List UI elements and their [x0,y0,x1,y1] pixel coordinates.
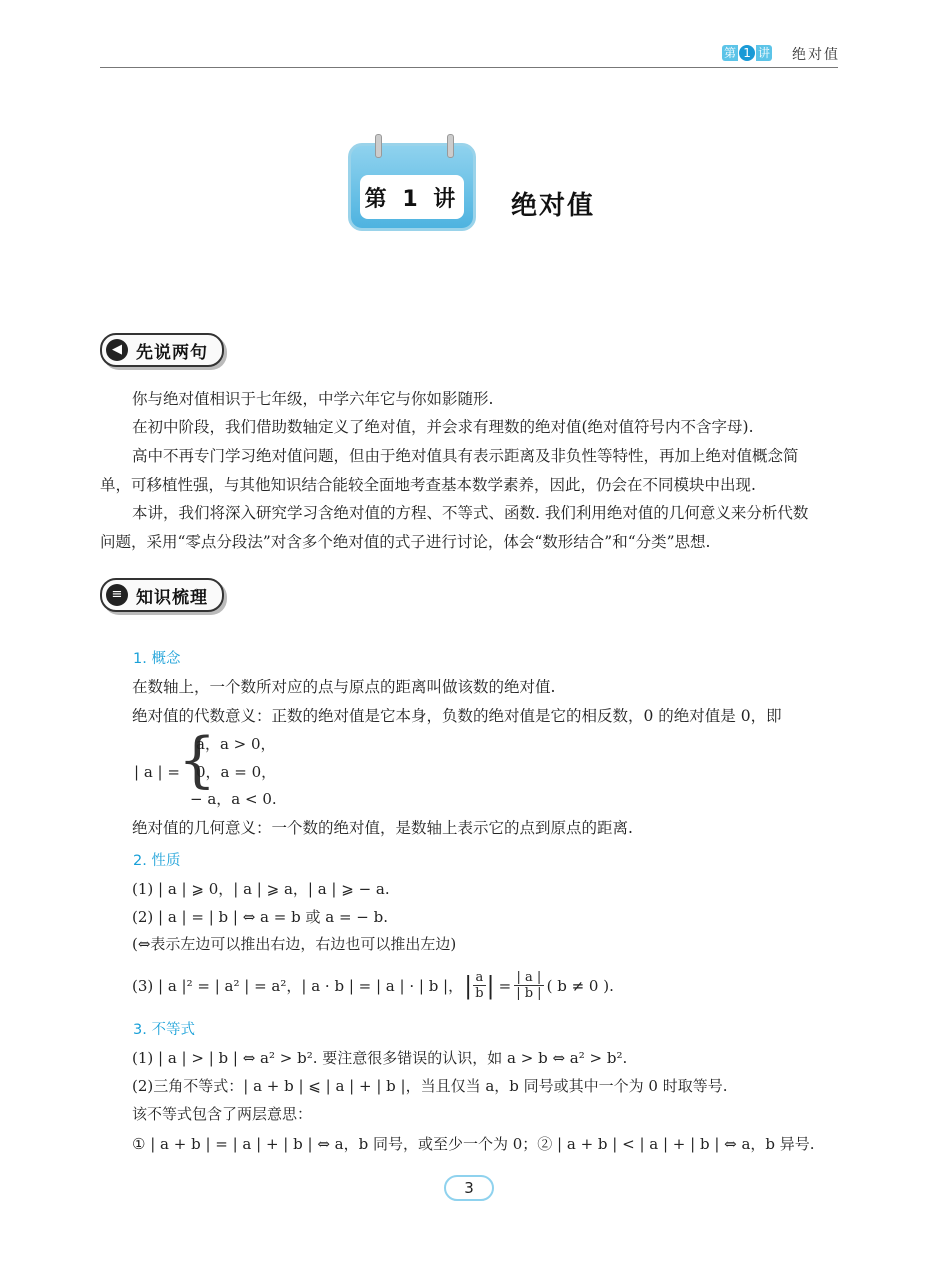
intro-paragraph: 本讲，我们将深入研究学习含绝对值的方程、不等式、函数. 我们利用绝对值的几何意义来分析代数 [132,504,809,522]
inequality-detail: ① | a + b | = | a | + | b | ⇔ a，b 同号，或至少一个为 0；② | a + b | < | a | + | b | ⇔ a，b 异号. [132,1135,815,1153]
intro-paragraph: 你与绝对值相识于七年级，中学六年它与你如影随形. [132,390,494,408]
intro-paragraph: 高中不再专门学习绝对值问题，但由于绝对值具有表示距离及非负性等特性，再加上绝对值概念简 [132,447,799,465]
inequality-line: (1) | a | > | b | ⇔ a² > b². 要注意很多错误的认识，如 a > b ⇔ a² > b². [132,1049,628,1067]
subsection-heading-properties: 2. 性质 [133,853,181,869]
section-tag-label: 知识梳理 [136,587,208,608]
lecture-title: 绝对值 [511,191,596,221]
header-lecture-badge [722,45,772,61]
piecewise-brace: { [178,725,217,795]
concept-line: 在数轴上，一个数所对应的点与原点的距离叫做该数的绝对值. [132,678,556,696]
inequality-intro: 该不等式包含了两层意思： [132,1105,313,1123]
fraction-abs-a-over-abs-b: $\frac{| a |}{| b |}$ [516,970,542,1001]
intro-paragraph: 问题，采用“零点分段法”对含多个绝对值的式子进行讨论，体会“数形结合”和“分类”思想. [100,533,711,551]
section-tag-intro [100,333,224,367]
calendar-ring-icon [375,134,382,158]
piecewise-case: − a，a < 0. [190,790,277,808]
concept-line: 绝对值的代数意义：正数的绝对值是它本身，负数的绝对值是它的相反数，0 的绝对值是 0，即 [132,707,782,725]
header-badge-number: 1 [739,45,755,61]
piecewise-lhs: | a | = [134,763,180,781]
geometric-meaning: 绝对值的几何意义：一个数的绝对值，是数轴上表示它的点到原点的距离. [132,819,633,837]
header-divider [100,67,838,68]
property-line: (1) | a | ⩾ 0，| a | ⩾ a，| a | ⩾ − a. [132,880,390,898]
header-badge-right: 讲 [758,46,771,60]
subsection-heading-concept: 1. 概念 [133,651,181,667]
intro-paragraph: 在初中阶段，我们借助数轴定义了绝对值，并会求有理数的绝对值(绝对值符号内不含字母). [132,418,754,436]
speaker-icon: ◀ [106,339,128,361]
property-note: (⇔表示左边可以推出右边，右边也可以推出左边) [132,935,457,953]
header-badge-left: 第 [724,46,737,60]
books-icon: ≡ [106,584,128,606]
property-line-3: (3) | a |² = | a² | = a²，| a · b | = | a | · | b |， | $\frac{a}{b}$ | = $\frac{| a |}{| b |}$ ( b ≠ 0 ). [132,970,614,1001]
page-number: 3 [444,1175,494,1201]
lecture-calendar-box [348,143,476,231]
section-tag-knowledge [100,578,224,612]
piecewise-case: 0，a = 0， [196,763,277,781]
lecture-number-label: 第 1 讲 [360,175,464,219]
header-title: 绝对值 [792,47,840,63]
property-line: (2) | a | = | b | ⇔ a = b 或 a = − b. [132,908,388,926]
property-text: (3) | a |² = | a² | = a²，| a · b | = | a | · | b |， [132,976,464,995]
piecewise-case: a，a > 0， [196,735,276,753]
subsection-heading-inequality: 3. 不等式 [133,1022,195,1038]
section-tag-label: 先说两句 [136,342,208,363]
inequality-line: (2)三角不等式：| a + b | ⩽ | a | + | b |，当且仅当 a，b 同号或其中一个为 0 时取等号. [132,1077,728,1095]
intro-paragraph: 单，可移植性强，与其他知识结合能较全面地考查基本数学素养，因此，仍会在不同模块中出现. [100,476,756,494]
fraction-a-over-b: $\frac{a}{b}$ [475,970,484,1001]
calendar-ring-icon [447,134,454,158]
